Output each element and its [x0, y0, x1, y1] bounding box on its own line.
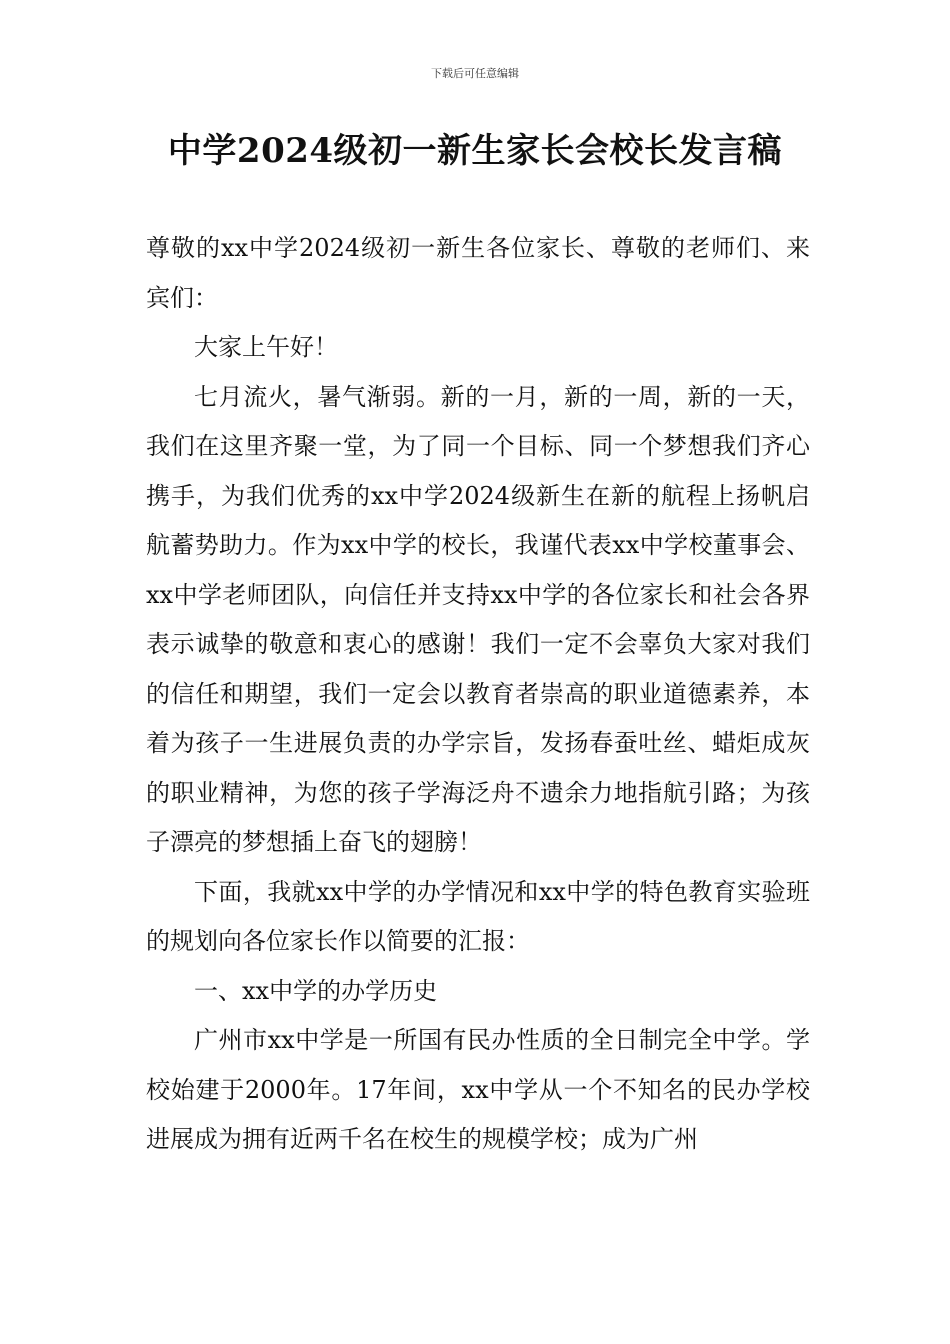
paragraph-greeting: 大家上午好！ [194, 333, 338, 361]
paragraph-history: 广州市xx中学是一所国有民办性质的全日制完全中学。学校始建于2000年。17年间，xx中学从一个不知名的民办学校进展成为拥有近两千名在校生的规模学校；成为广州 [146, 1026, 810, 1153]
paragraph-salutation: 尊敬的xx中学2024级初一新生各位家长、尊敬的老师们、来宾们： [146, 234, 810, 312]
section-heading-history: 一、xx中学的办学历史 [194, 976, 438, 1005]
header-note: 下载后可任意编辑 [431, 67, 519, 80]
paragraph-opening: 七月流火，暑气渐弱。新的一月，新的一周，新的一天，我们在这里齐聚一堂，为了同一个目标、同一个梦想我们齐心携手，为我们优秀的xx中学2024级新生在新的航程上扬帆启航蓄势助力。作为xx中学的校长，我谨代表xx中学校董事会、xx中学老师团队，向信任并支持xx中学的各位家长和社会各界表示诚挚的敬意和衷心的感谢！我们一定不会辜负大家对我们的信任和期望，我们一定会以教育者崇高的职业道德素养，本着为孩子一生进展负责的办学宗旨，发扬春蚕吐丝、蜡炬成灰的职业精神，为您的孩子学海泛舟不遗余力地指航引路；为孩子漂亮的梦想插上奋飞的翅膀！ [146, 382, 810, 856]
document-body [146, 224, 810, 1165]
document-title: 中学2024级初一新生家长会校长发言稿 [167, 131, 783, 171]
paragraph-report-intro: 下面，我就xx中学的办学情况和xx中学的特色教育实验班的规划向各位家长作以简要的汇报： [146, 877, 810, 955]
